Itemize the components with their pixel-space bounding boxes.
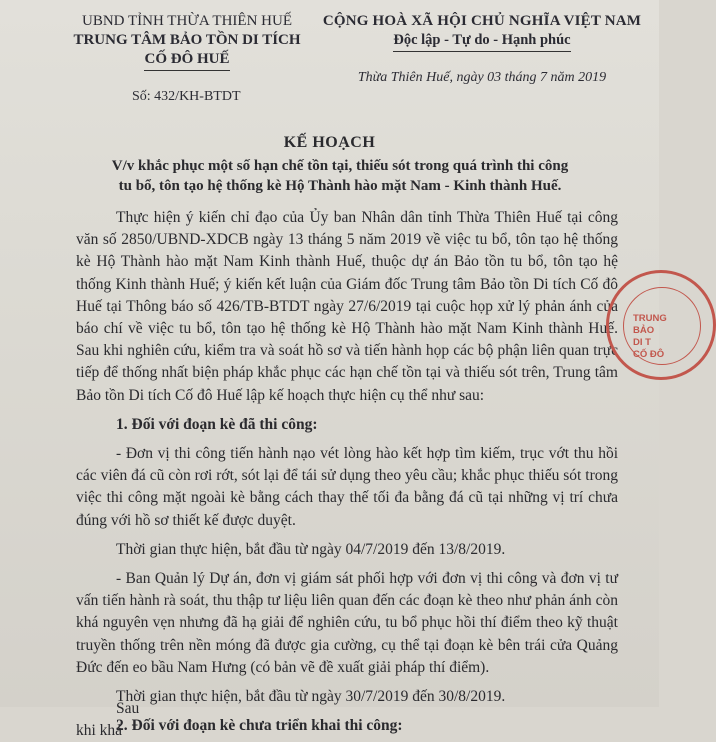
national-motto-block [322,12,642,87]
document-body [76,207,618,737]
seal-text-line-1: TRUNG [633,313,667,324]
subtitle-line-2: tu bổ, tôn tạo hệ thống kè Hộ Thành hào mặt Nam - Kinh thành Huế. [118,178,562,194]
document-title: KẾ HOẠCH [283,134,376,151]
section-1-paragraph-1: - Đơn vị thi công tiến hành nạo vét lòng hào kết hợp tìm kiếm, trục vớt thu hồi các viên đá cũ còn rơi rớt, sót lại để tái sử dụng theo yêu cầu; khắc phục thiếu sót trong việc thi công mặt ngoài kè bằng cách thay thế tối đa bằng đá cũ tại những vị trí chưa đúng với hồ sơ thiết kế được duyệt. [76,445,618,529]
section-1-paragraph-2: - Ban Quản lý Dự án, đơn vị giám sát phối hợp với đơn vị thi công và đơn vị tư vấn tiến hành rà soát, thu thập tư liệu liên quan đến các đoạn kè theo như phản ánh còn khá nguyên vẹn nhưng đã hạ giải để nghiên cứu, tu bổ phục hồi thí điểm theo kỹ thuật truyền thống trên nền móng đã được gia cường, cụ thể tại đoạn kè bên trái cửa Quảng Đức đến eo bầu Nam Hưng (có bản vẽ đề xuất giải pháp thí điểm). [76,570,618,676]
section-1-time-2: Thời gian thực hiện, bắt đầu từ ngày 30/7/2019 đến 30/8/2019. [116,688,506,706]
document-number: Số: 432/KH-BTDT [132,89,241,104]
red-seal-stamp [606,270,716,380]
intro-paragraph: Thực hiện ý kiến chỉ đạo của Ủy ban Nhân dân tỉnh Thừa Thiên Huế tại công văn số 2850/UBND-XDCB ngày 13 tháng 5 năm 2019 về việc tu bổ, tôn tạo hệ thống kè Hộ Thành hào mặt Nam Kinh thành Huế, thuộc dự án Bảo tồn tu bổ, tôn tạo hệ thống Kinh thành Huế; ý kiến kết luận của Giám đốc Trung tâm Bảo tồn Di tích Cố đô Huế tại Thông báo số 426/TB-BTDT ngày 27/6/2019 tại cuộc họp xử lý phản ánh của báo chí về việc tu bổ, tôn tạo hệ thống kè Hộ Thành hào mặt Nam Kinh thành Huế. Sau khi nghiên cứu, kiểm tra và soát hồ sơ và tiến hành họp các bộ phận liên quan trực tiếp để thống nhất biện pháp khắc phục các hạn chế tồn tại và thiếu sót trên, Trung tâm Bảo tồn Di tích Cố đô Huế lập kế hoạch thực hiện cụ thể như sau: [76,209,618,404]
subtitle-line-1: V/v khắc phục một số hạn chế tồn tại, thiếu sót trong quá trình thi công [111,158,569,174]
cut-off-line [76,698,146,739]
cut-off-text: Sau khi khả [76,700,140,739]
motto: Độc lập - Tự do - Hạnh phúc [393,31,570,52]
issuer-block [72,12,302,106]
country-name: CỘNG HOÀ XÃ HỘI CHỦ NGHĨA VIỆT NAM [322,13,642,29]
section-2-heading: 2. Đối với đoạn kè chưa triển khai thi công: [116,717,403,735]
seal-text-line-4: CỐ ĐÔ [633,349,665,360]
seal-text-line-3: DI T [633,337,651,348]
issuer-line-3: CỐ ĐÔ HUẾ [144,50,229,71]
section-1-time-1: Thời gian thực hiện, bắt đầu từ ngày 04/7/2019 đến 13/8/2019. [116,540,506,558]
document-subtitle [60,156,620,196]
section-1-heading: 1. Đối với đoạn kè đã thi công: [116,415,318,433]
document-date: Thừa Thiên Huế, ngày 03 tháng 7 năm 2019 [357,70,607,85]
seal-text-line-2: BẢO [633,325,655,336]
issuer-line-2: TRUNG TÂM BẢO TỒN DI TÍCH [73,32,301,48]
issuer-line-1: UBND TỈNH THỪA THIÊN HUẾ [82,13,292,29]
seal-text [633,313,667,361]
